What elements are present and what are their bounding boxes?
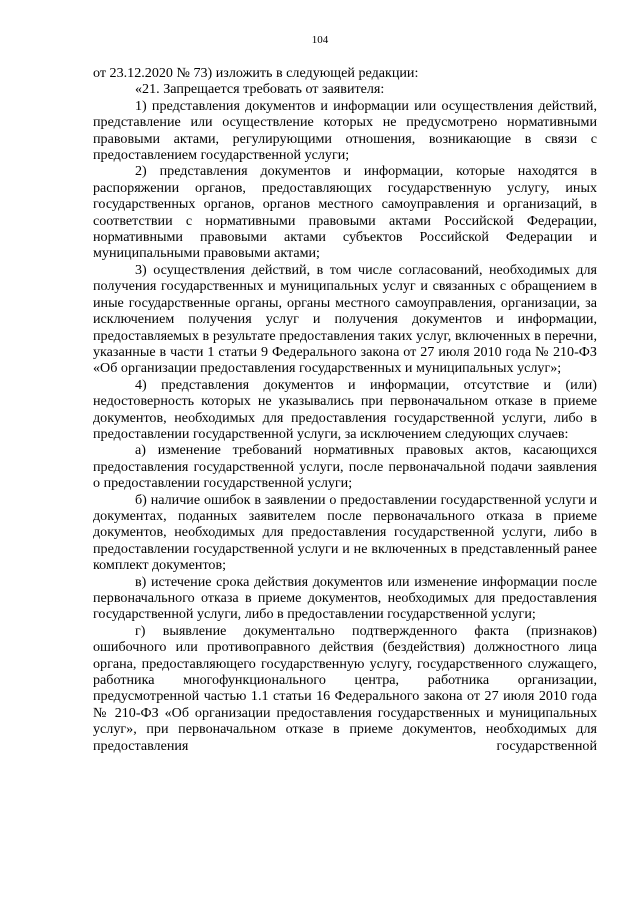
paragraph-subitem-a: а) изменение требований нормативных правовых актов, касающихся предоставления государственной услуги, после первоначальной подачи заявления о предоставлении государственной услуги; xyxy=(93,442,597,492)
paragraph-item-1: 1) представления документов и информации или осуществления действий, представление или осуществление которых не предусмотрено нормативными правовыми актами, регулирующими отношения, возникающие в связи с предоставлением государственной услуги; xyxy=(93,97,597,164)
paragraph-subitem-b: б) наличие ошибок в заявлении о предоставлении государственной услуги и документах, поданных заявителем после первоначального отказа в приеме документов, необходимых для предоставления государственной услуги, либо в предоставлении государственной услуги и не включенных в представленный ранее комплект документов; xyxy=(93,491,597,574)
page-number: 104 xyxy=(311,34,329,46)
document-body xyxy=(93,65,597,754)
paragraph-item-2: 2) представления документов и информации, которые находятся в распоряжении органов, предоставляющих государственную услугу, иных государственных органов, органов местного самоуправления и организаций, в соответствии с нормативными правовыми актами Российской Федерации, нормативными правовыми актами субъектов Российской Федерации и муниципальными правовыми актами; xyxy=(93,163,597,262)
paragraph-subitem-g: г) выявление документально подтвержденного факта (признаков) ошибочного или противоправного действия (бездействия) должностного лица органа, предоставляющего государственную услугу, государственного служащего, работника многофункционального центра, работника организации, предусмотренной частью 1.1 статьи 16 Федерального закона от 27 июля 2010 года № 210-ФЗ «Об организации предоставления государственных и муниципальных услуг», при первоначальном отказе в приеме документов, необходимых для предоставления государственной xyxy=(93,622,597,754)
paragraph-item-4: 4) представления документов и информации, отсутствие и (или) недостоверность которых не указывались при первоначальном отказе в приеме документов, необходимых для предоставления государственной услуги, либо в предоставлении государственной услуги, за исключением следующих случаев: xyxy=(93,376,597,442)
paragraph-clause-21: «21. Запрещается требовать от заявителя: xyxy=(135,81,385,98)
paragraph-subitem-v: в) истечение срока действия документов или изменение информации после первоначального отказа в приеме документов, необходимых для предоставления государственной услуги, либо в предоставлении государственной услуги; xyxy=(93,573,597,623)
paragraph-intro: от 23.12.2020 № 73) изложить в следующей редакции: xyxy=(93,65,419,81)
paragraph-item-3: 3) осуществления действий, в том числе согласований, необходимых для получения государственных и муниципальных услуг и связанных с обращением в иные государственные органы, органы местного самоуправления, организации, за исключением получения услуг и получения документов и информации, предоставляемых в результате предоставления таких услуг, включенных в перечни, указанные в части 1 статьи 9 Федерального закона от 27 июля 2010 года № 210-ФЗ «Об организации предоставления государственных и муниципальных услуг»; xyxy=(93,261,597,377)
